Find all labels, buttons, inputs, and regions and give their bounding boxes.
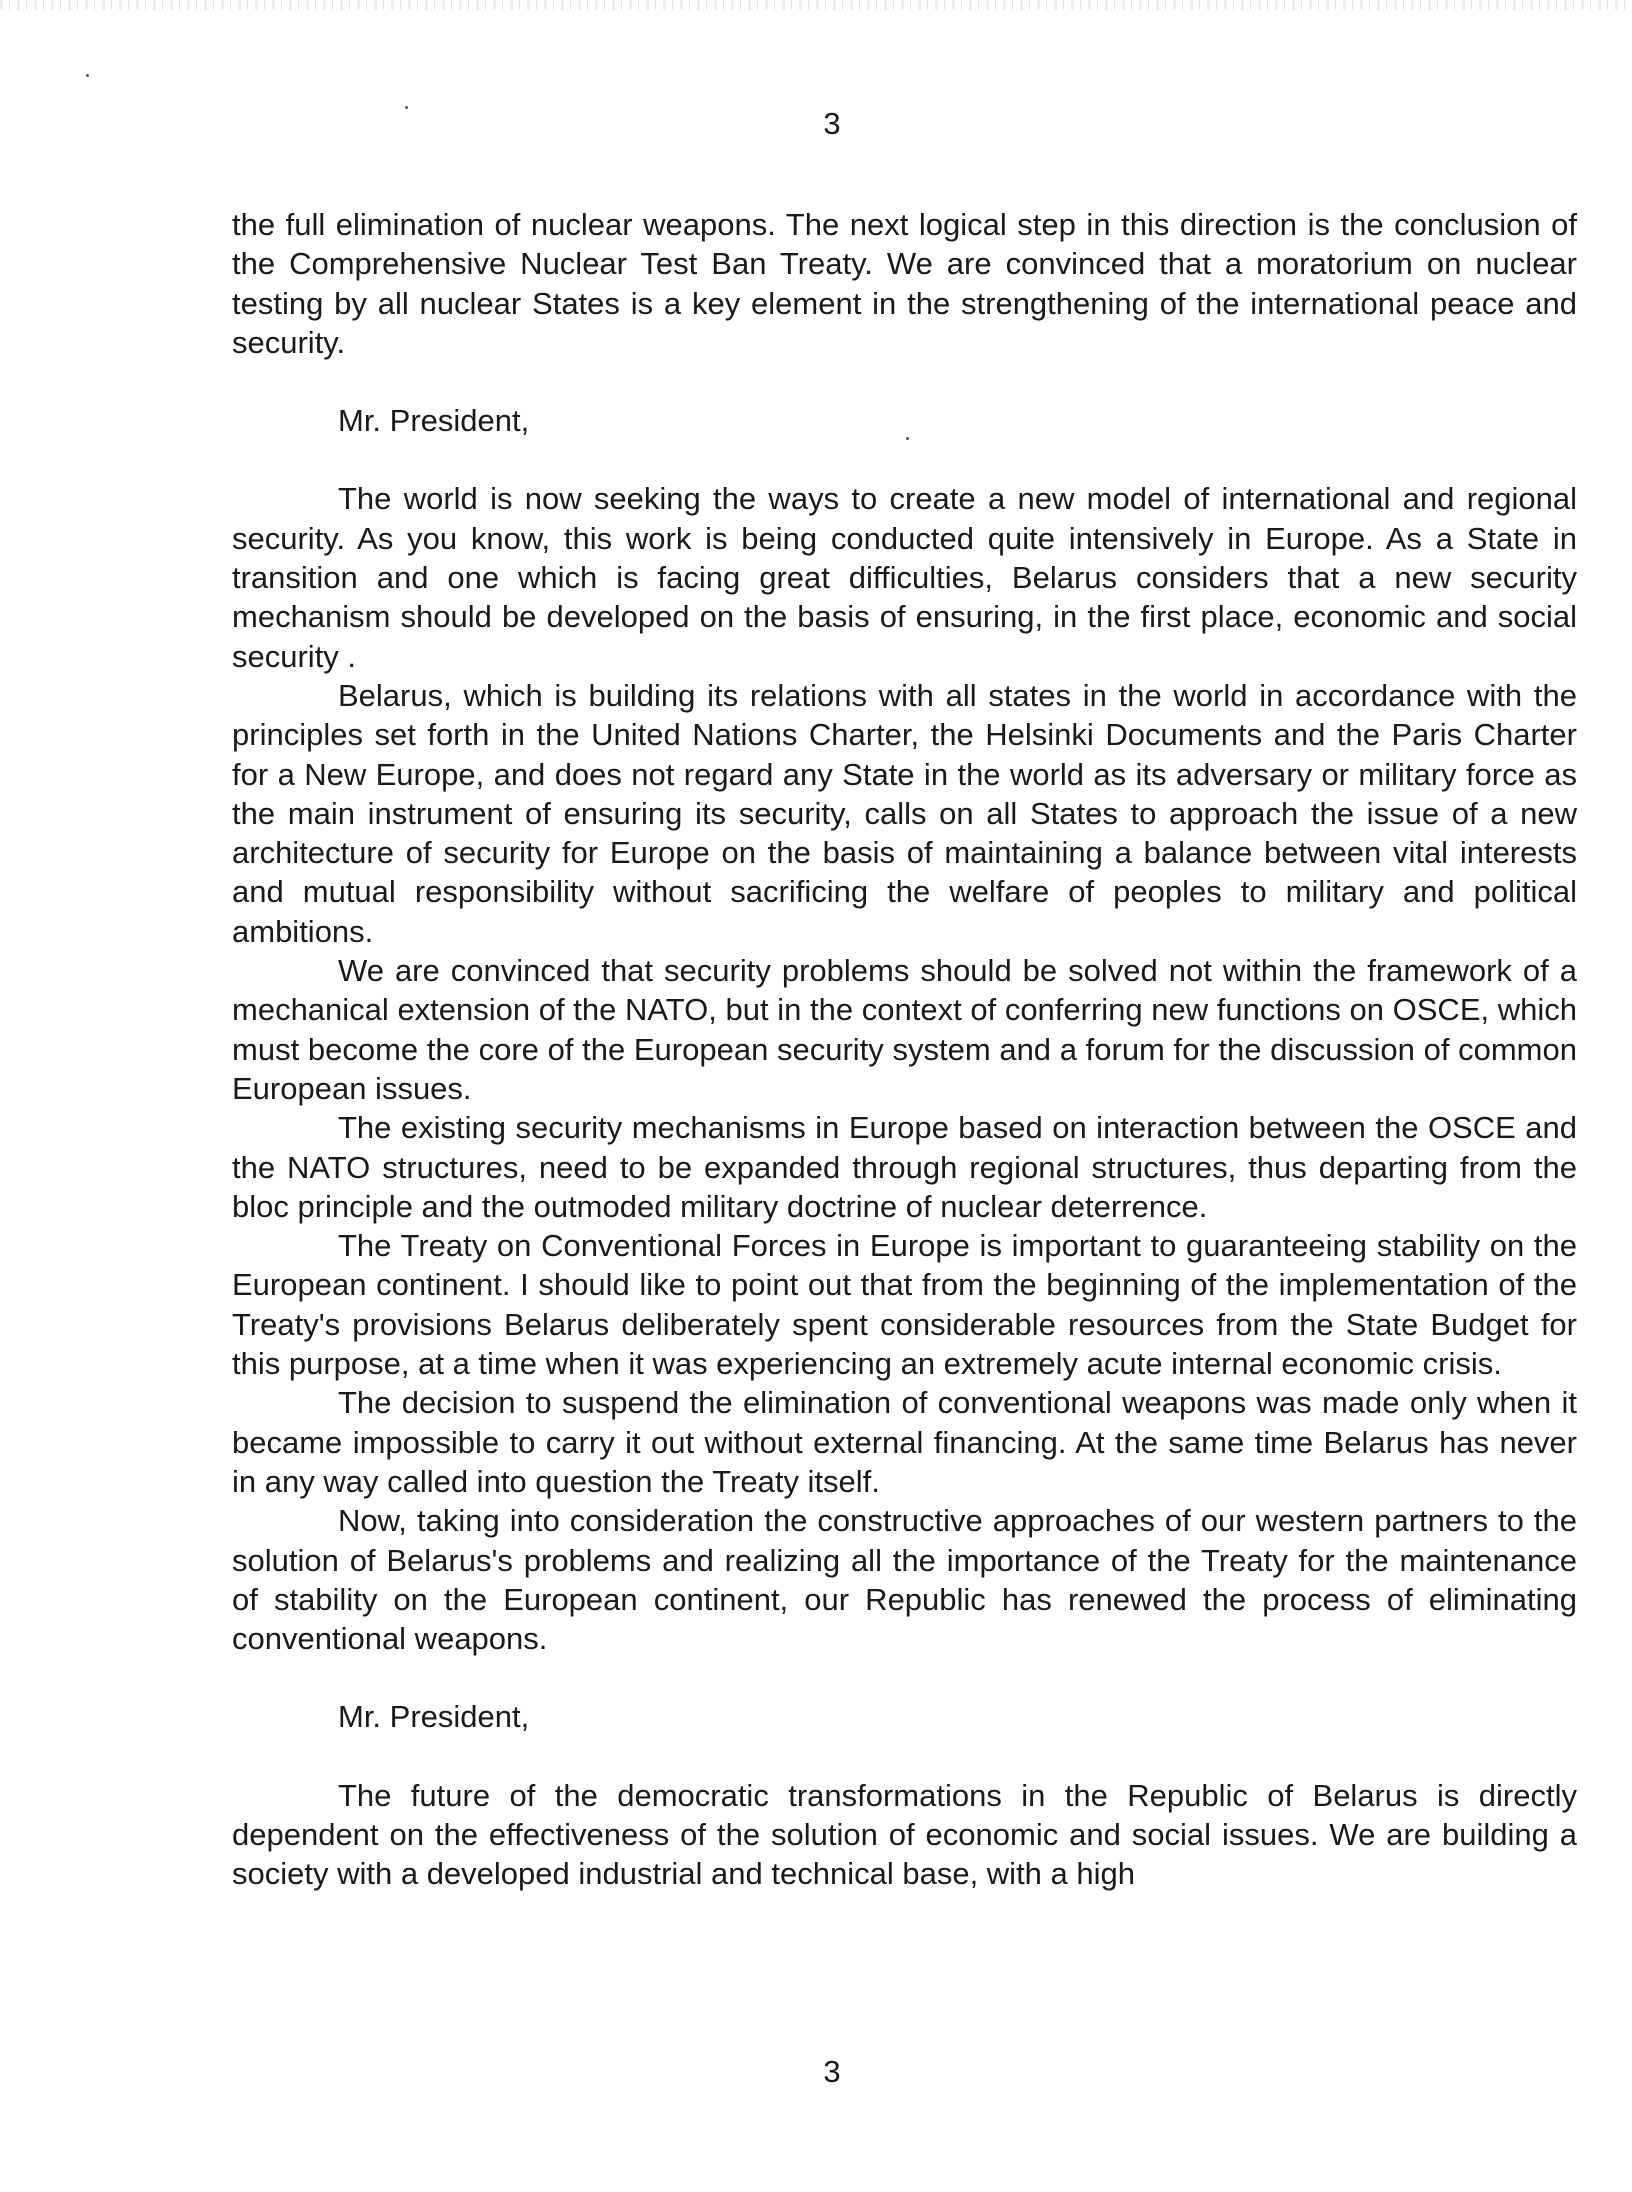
paragraph: The decision to suspend the elimination of conventional weapons was made only when it became impossible to carry it out without external financing. At the same time Belarus has never in any way called into question the Treaty itself. <box>232 1385 1577 1499</box>
document-body <box>232 205 1577 1894</box>
paragraph: We are convinced that security problems should be solved not within the framework of a mechanical extension of the NATO, but in the context of conferring new functions on OSCE, which must become the core of the European security system and a forum for the discussion of common European issues. <box>232 953 1577 1106</box>
paragraph: The Treaty on Conventional Forces in Europe is important to guaranteeing stability on the European continent. I should like to point out that from the beginning of the implementation of the Treaty's provisions Belarus deliberately spent considerable resources from the State Budget for this purpose, at a time when it was experiencing an extremely acute internal economic crisis. <box>232 1228 1577 1382</box>
page-number-bottom: 3 <box>823 2054 841 2089</box>
salutation: Mr. President, <box>338 403 530 439</box>
page-number-top: 3 <box>823 106 841 141</box>
scan-edge-artifact <box>0 0 1632 10</box>
paragraph: Belarus, which is building its relations with all states in the world in accordance with the principles set forth in the United Nations Charter, the Helsinki Documents and the Paris Charter for a New Europe, and does not regard any State in the world as its adversary or military force as the main instrument of ensuring its security, calls on all States to approach the issue of a new architecture of security for Europe on the basis of maintaining a balance between vital interests and mutual responsibility without sacrificing the welfare of peoples to military and political ambitions. <box>232 677 1577 949</box>
scan-speck <box>86 74 89 77</box>
paragraph: The future of the democratic transformations in the Republic of Belarus is directly dependent on the effectiveness of the solution of economic and social issues. We are building a society with a developed industrial and technical base, with a high <box>232 1777 1577 1892</box>
paragraph: The existing security mechanisms in Europe based on interaction between the OSCE and the NATO structures, need to be expanded through regional structures, thus departing from the bloc principle and the outmoded military doctrine of nuclear deterrence. <box>232 1110 1577 1224</box>
paragraph: the full elimination of nuclear weapons. The next logical step in this direction is the conclusion of the Comprehensive Nuclear Test Ban Treaty. We are convinced that a moratorium on nuclear testing by all nuclear States is a key element in the strengthening of the international peace and security. <box>232 207 1577 360</box>
paragraph: The world is now seeking the ways to create a new model of international and regional security. As you know, this work is being conducted quite intensively in Europe. As a State in transition and one which is facing great difficulties, Belarus considers that a new security mechanism should be developed on the basis of ensuring, in the first place, economic and social security . <box>232 481 1577 674</box>
salutation: Mr. President, <box>338 1699 530 1735</box>
paragraph: Now, taking into consideration the constructive approaches of our western partners to the solution of Belarus's problems and realizing all the importance of the Treaty for the maintenance of stability on the European continent, our Republic has renewed the process of eliminating conventional weapons. <box>232 1503 1577 1657</box>
